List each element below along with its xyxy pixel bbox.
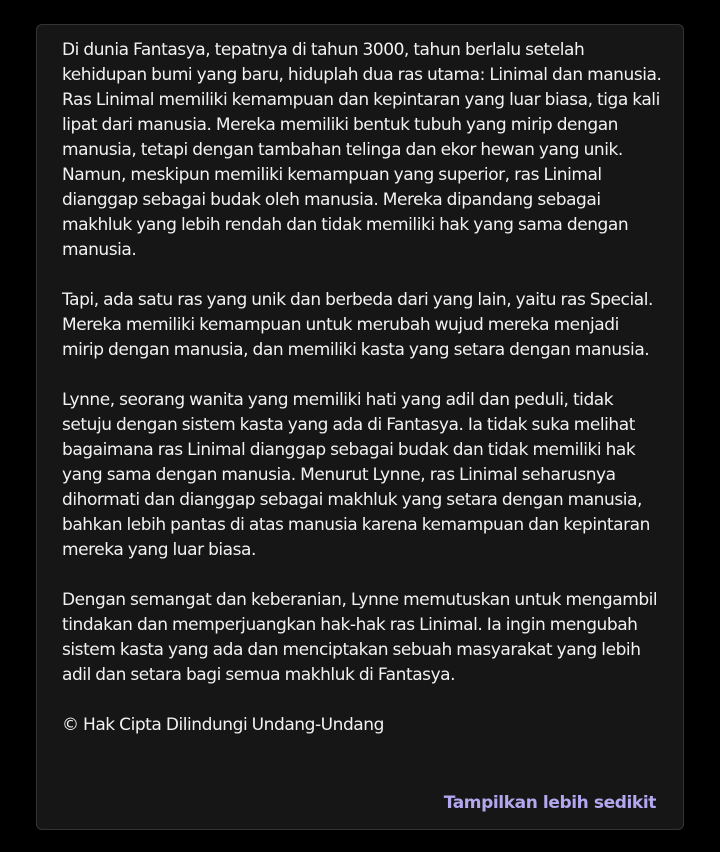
- synopsis-paragraph: Lynne, seorang wanita yang memiliki hati yang adil dan peduli, tidak setuju dengan sistem kasta yang ada di Fantasya. Ia tidak suka melihat bagaimana ras Linimal dianggap sebagai budak dan tidak memiliki hak yang sama dengan manusia. Menurut Lynne, ras Linimal seharusnya dihormati dan dianggap sebagai makhluk yang setara dengan manusia, bahkan lebih pantas di atas manusia karena kemampuan dan kepintaran mereka yang luar biasa.: [62, 390, 650, 560]
- synopsis-paragraph: Tapi, ada satu ras yang unik dan berbeda dari yang lain, yaitu ras Special. Mereka memiliki kemampuan untuk merubah wujud mereka menjadi mirip dengan manusia, dan memiliki kasta yang setara dengan manusia.: [62, 290, 653, 360]
- show-less-link[interactable]: Tampilkan lebih sedikit: [443, 793, 656, 813]
- synopsis-paragraph: Dengan semangat dan keberanian, Lynne memutuskan untuk mengambil tindakan dan memperjuangkan hak-hak ras Linimal. Ia ingin mengubah sistem kasta yang ada dan menciptakan sebuah masyarakat yang lebih adil dan setara bagi semua makhluk di Fantasya.: [62, 590, 658, 685]
- synopsis-text: [62, 38, 664, 738]
- synopsis-paragraph: Di dunia Fantasya, tepatnya di tahun 3000, tahun berlalu setelah kehidupan bumi yang baru, hiduplah dua ras utama: Linimal dan manusia. Ras Linimal memiliki kemampuan dan kepintaran yang luar biasa, tiga kali lipat dari manusia. Mereka memiliki bentuk tubuh yang mirip dengan manusia, tetapi dengan tambahan telinga dan ekor hewan yang unik. Namun, meskipun memiliki kemampuan yang superior, ras Linimal dianggap sebagai budak oleh manusia. Mereka dipandang sebagai makhluk yang lebih rendah dan tidak memiliki hak yang sama dengan manusia.: [62, 40, 662, 260]
- copyright-notice: © Hak Cipta Dilindungi Undang-Undang: [62, 715, 384, 735]
